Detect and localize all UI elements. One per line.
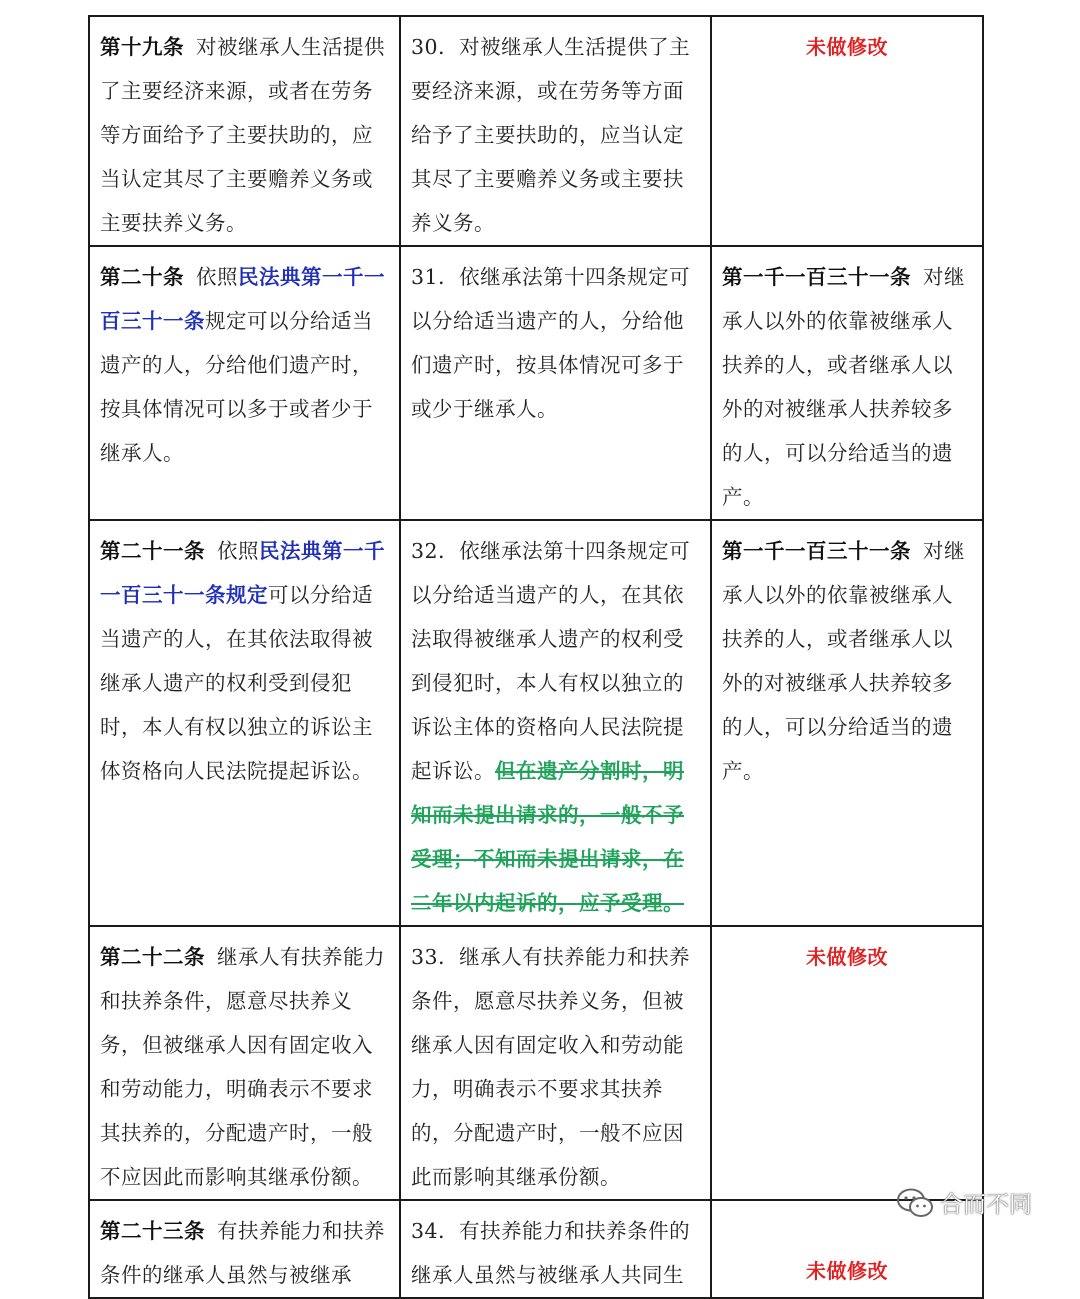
wechat-icon xyxy=(896,1187,934,1219)
new-interpretation-cell xyxy=(89,1200,400,1298)
article-number: 第二十一条 xyxy=(100,539,205,563)
no-change-label: 未做修改 xyxy=(806,945,888,969)
comparison-table xyxy=(88,15,984,1299)
new-interpretation-cell xyxy=(89,246,400,520)
table-row xyxy=(89,926,983,1200)
deleted-text: 但在遗产分割时，明知而未提出请求的，一般不予受理；不知而未提出请求，在二年以内起诉的，应予受理。 xyxy=(411,759,684,915)
new-interpretation-cell xyxy=(89,16,400,246)
civil-code-cell xyxy=(711,520,983,926)
old-interpretation-cell xyxy=(400,926,711,1200)
article-text: 33．继承人有扶养能力和扶养条件，愿意尽扶养义务，但被继承人因有固定收入和劳动能力，明确表示不要求其扶养的，分配遗产时，一般不应因此而影响其继承份额。 xyxy=(411,945,691,1189)
article-number: 第十九条 xyxy=(100,35,184,59)
article-number: 第一千一百三十一条 xyxy=(722,265,911,289)
article-text: 规定可以分给适当遗产的人，分给他们遗产时，按具体情况可以多于或者少于继承人。 xyxy=(100,309,373,465)
old-interpretation-cell xyxy=(400,16,711,246)
old-interpretation-cell xyxy=(400,246,711,520)
civil-code-cell xyxy=(711,246,983,520)
article-text: 32．依继承法第十四条规定可以分给适当遗产的人，在其依法取得被继承人遗产的权利受到侵犯时，本人有权以独立的诉讼主体的资格向人民法院提起诉讼。 xyxy=(411,539,691,783)
table-row xyxy=(89,16,983,246)
article-number: 第一千一百三十一条 xyxy=(722,539,911,563)
civil-code-reference: 民法典第一千一百三十一条规定 xyxy=(100,539,385,607)
new-interpretation-cell xyxy=(89,520,400,926)
watermark-text: 合而不同 xyxy=(940,1192,1032,1218)
table-row xyxy=(89,246,983,520)
article-text: 31．依继承法第十四条规定可以分给适当遗产的人，分给他们遗产时，按具体情况可多于或少于继承人。 xyxy=(411,265,691,421)
no-change-label: 未做修改 xyxy=(806,1259,888,1283)
old-interpretation-cell xyxy=(400,520,711,926)
article-text: 可以分给适当遗产的人，在其依法取得被继承人遗产的权利受到侵犯时，本人有权以独立的诉讼主体资格向人民法院提起诉讼。 xyxy=(100,583,373,783)
watermark xyxy=(896,1186,1032,1219)
civil-code-cell xyxy=(711,16,983,246)
article-text: 有扶养能力和扶养条件的继承人虽然与被继承 xyxy=(100,1219,385,1287)
article-text: 继承人有扶养能力和扶养条件，愿意尽扶养义务，但被继承人因有固定收入和劳动能力，明确表示不要求其扶养的，分配遗产时，一般不应因此而影响其继承份额。 xyxy=(100,945,385,1189)
new-interpretation-cell xyxy=(89,926,400,1200)
article-number: 第二十三条 xyxy=(100,1219,205,1243)
old-interpretation-cell xyxy=(400,1200,711,1298)
no-change-label: 未做修改 xyxy=(806,35,888,59)
article-number: 第二十二条 xyxy=(100,945,205,969)
article-text: 30．对被继承人生活提供了主要经济来源，或在劳务等方面给予了主要扶助的，应当认定其尽了主要赡养义务或主要扶养义务。 xyxy=(411,35,691,235)
article-text: 依照 xyxy=(196,265,238,289)
article-text: 34．有扶养能力和扶养条件的继承人虽然与被继承人共同生 xyxy=(411,1219,691,1287)
article-number: 第二十条 xyxy=(100,265,184,289)
civil-code-reference: 民法典第一千一百三十一条 xyxy=(100,265,385,333)
table-row xyxy=(89,520,983,926)
table-row xyxy=(89,1200,983,1298)
article-text: 对继承人以外的依靠被继承人扶养的人，或者继承人以外的对被继承人扶养较多的人，可以分给适当的遗产。 xyxy=(722,265,965,509)
civil-code-cell xyxy=(711,926,983,1200)
article-text: 对被继承人生活提供了主要经济来源，或者在劳务等方面给予了主要扶助的，应当认定其尽了主要赡养义务或主要扶养义务。 xyxy=(100,35,385,235)
article-text: 对继承人以外的依靠被继承人扶养的人，或者继承人以外的对被继承人扶养较多的人，可以分给适当的遗产。 xyxy=(722,539,965,783)
article-text: 依照 xyxy=(217,539,259,563)
